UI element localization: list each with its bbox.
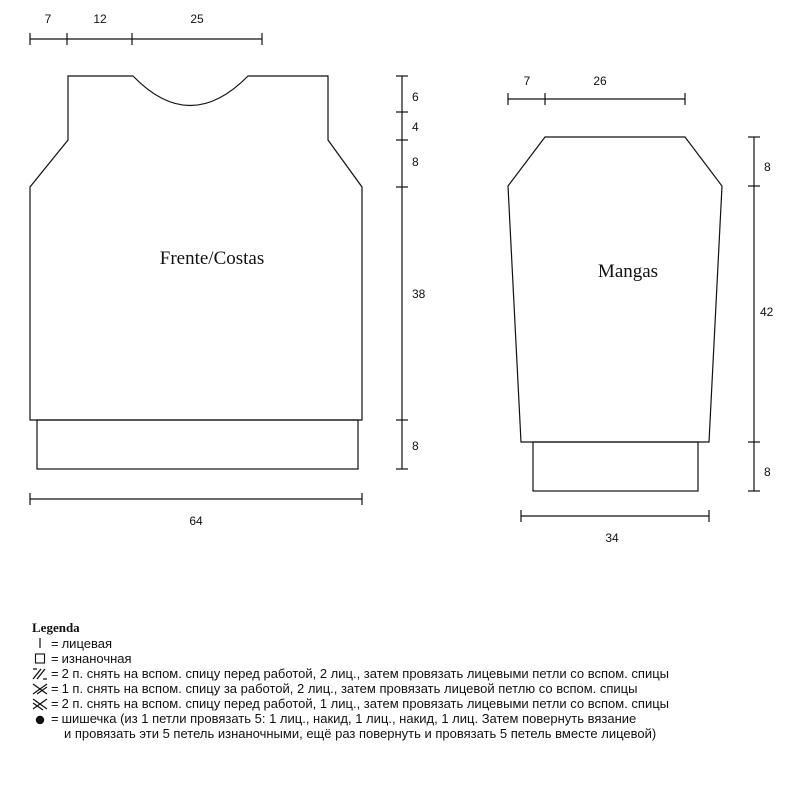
sleeve-bottom-dimension	[521, 510, 709, 545]
front-back-top-width-label: 7	[44, 12, 52, 26]
front-back-top-dimension	[30, 12, 262, 45]
legend-equals: =	[51, 651, 59, 666]
legend	[30, 620, 790, 741]
sleeve-outline	[508, 137, 722, 442]
legend-title: Legenda	[32, 620, 80, 635]
sleeve-top-width-label: 26	[593, 74, 607, 88]
sleeve-bottom-width-label: 34	[605, 531, 619, 545]
legend-item	[30, 696, 790, 711]
front-back-height-label: 38	[412, 287, 426, 301]
front-back-top-width-label: 12	[93, 12, 107, 26]
front-back-piece	[30, 12, 426, 528]
legend-item-text: 1 п. снять на вспом. спицу за работой, 2 лиц., затем провязать лицевой петлю со вспом. спицы	[61, 681, 638, 696]
legend-item-text: 2 п. снять на вспом. спицу перед работой, 2 лиц., затем провязать лицевыми петли со вспом. спицы	[61, 666, 670, 681]
front-back-top-width-label: 25	[190, 12, 204, 26]
front-back-height-label: 8	[412, 439, 419, 453]
legend-equals: =	[51, 636, 59, 651]
front-back-height-label: 4	[412, 120, 419, 134]
sleeve-height-dimension	[748, 137, 774, 491]
cable-2-over-1-front-icon	[30, 696, 50, 711]
front-back-bottom-width-label: 64	[189, 514, 203, 528]
legend-item	[30, 681, 790, 696]
sleeve-height-label: 42	[760, 305, 774, 319]
front-back-bottom-dimension	[30, 493, 362, 528]
sleeve-piece	[508, 74, 774, 545]
legend-equals: =	[51, 681, 59, 696]
legend-item	[30, 666, 790, 681]
sleeve-height-label: 8	[764, 465, 771, 479]
legend-item	[30, 651, 790, 666]
front-back-title: Frente/Costas	[159, 248, 265, 269]
sleeve-title: Mangas	[597, 261, 659, 282]
legend-item-text: 2 п. снять на вспом. спицу перед работой, 1 лиц., затем провязать лицевыми петли со вспом. спицы	[61, 696, 670, 711]
front-back-height-label: 8	[412, 155, 419, 169]
sleeve-height-label: 8	[764, 160, 771, 174]
legend-equals: =	[51, 711, 59, 726]
legend-item-text-continued: и провязать эти 5 петель изнаночными, ещё раз повернуть и провязать 5 петель вместе лицевой)	[64, 726, 657, 741]
legend-item	[30, 711, 790, 726]
legend-item-text: лицевая	[61, 636, 113, 651]
front-back-height-label: 6	[412, 90, 419, 104]
legend-item	[30, 636, 790, 651]
legend-item-text: шишечка (из 1 петли провязать 5: 1 лиц., накид, 1 лиц., накид, 1 лиц. Затем повернуть вязание	[61, 711, 637, 726]
cable-1-over-2-back-icon	[30, 681, 50, 696]
legend-equals: =	[51, 696, 59, 711]
cable-2-over-2-front-icon	[30, 666, 50, 681]
sleeve-ribbing	[533, 442, 698, 491]
sleeve-top-dimension	[508, 74, 685, 105]
bobble-icon	[30, 711, 50, 726]
sleeve-top-width-label: 7	[523, 74, 531, 88]
purl-stitch-icon	[30, 651, 50, 666]
legend-equals: =	[51, 666, 59, 681]
front-back-height-dimension	[396, 76, 426, 469]
legend-item-text: изнаночная	[61, 651, 132, 666]
front-back-ribbing	[37, 420, 358, 469]
knit-stitch-icon	[30, 636, 50, 651]
